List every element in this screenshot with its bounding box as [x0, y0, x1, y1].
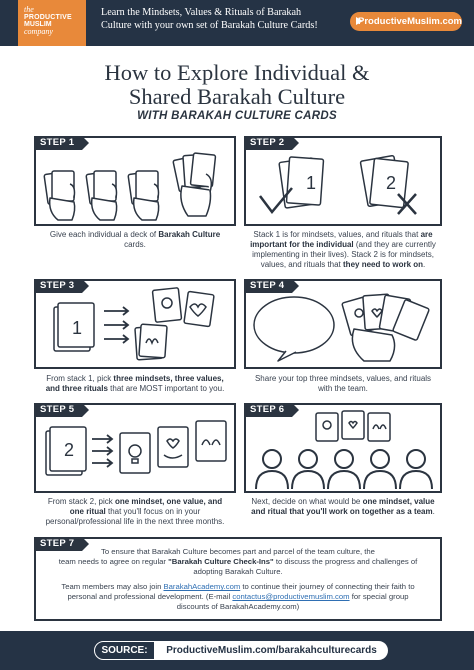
source-link[interactable]: ProductiveMuslim.com/barakahculturecards: [155, 641, 388, 660]
play-arrow-icon: [356, 17, 363, 25]
step-7-line: [44, 582, 432, 592]
banner-tagline: [101, 6, 343, 32]
caption-text: that you'll focus on in your: [105, 507, 201, 516]
step-6-panel: [244, 403, 442, 493]
speech-bubble-icon: [254, 297, 334, 353]
team-members: [256, 450, 432, 489]
caption-line: with the team.: [318, 384, 368, 393]
caption-bold: and ritual that you'll work on together as a team: [251, 507, 433, 516]
caption-text: Next, decide on what would be: [251, 497, 363, 506]
logo-line: PRODUCTIVE: [24, 14, 72, 21]
company-logo[interactable]: [18, 0, 86, 46]
caption-line: [34, 374, 236, 384]
step-7-line: [44, 592, 432, 602]
page-subtitle: WITH BARAKAH CULTURE CARDS: [137, 110, 337, 122]
step-1-panel: [34, 136, 236, 226]
step-7-text-span: to discuss the progress and challenges of: [273, 556, 418, 566]
arrow-icons: [92, 435, 112, 467]
website-button-label: ProductiveMuslim.com: [358, 16, 462, 27]
step-4-caption: [244, 374, 442, 394]
caption-text: Stack 1 is for mindsets, values, and rituals that: [253, 230, 421, 239]
caption-line: Share your top three mindsets, values, and rituals: [254, 374, 432, 383]
caption-text: that are MOST important to you.: [107, 384, 225, 393]
step-badge: STEP 6: [244, 403, 292, 417]
caption-line: [244, 230, 442, 240]
step-badge: STEP 3: [34, 279, 82, 293]
caption-text: From stack 1, pick: [46, 374, 114, 383]
step-7-line: To ensure that Barakah Culture becomes part and parcel of the team culture, the: [101, 547, 375, 556]
step-badge: STEP 7: [34, 537, 82, 551]
step-7-line: [44, 557, 432, 567]
share-cards-illustration: [246, 281, 440, 367]
caption-line: [34, 230, 236, 240]
step-badge: STEP 1: [34, 136, 82, 150]
contact-email-link[interactable]: contactus@productivemuslim.com: [232, 592, 350, 602]
caption-bold: and three rituals: [45, 384, 108, 393]
caption-line: [34, 507, 236, 517]
banner-tagline-line: Culture with your own set of Barakah Culture Cards!: [101, 20, 318, 31]
step-3-panel: [34, 279, 236, 369]
card-number: 2: [64, 440, 75, 460]
source-label: SOURCE:: [94, 641, 155, 660]
caption-text: .: [432, 507, 435, 516]
card-number: 1: [72, 318, 83, 338]
caption-text: .: [423, 260, 426, 269]
page-title-line-1: How to Explore Individual &: [104, 60, 370, 85]
step-7-line: discounts of BarakahAcademy.com): [176, 601, 300, 611]
step-7-text-span: personal and professional development. (E-mail: [67, 592, 233, 602]
pick-cards-illustration: [36, 281, 234, 367]
card-number: 2: [386, 173, 397, 193]
step-7-text-span: to continue their journey of connecting their faith to: [240, 582, 415, 592]
sorting-stacks-illustration: [246, 138, 440, 224]
page-title-line-2: Shared Barakah Culture: [128, 84, 346, 109]
caption-bold: three mindsets, three values,: [113, 374, 224, 383]
caption-text: (and they are currently: [353, 240, 436, 249]
caption-line: [244, 260, 442, 270]
caption-line: cards.: [124, 240, 146, 249]
caption-line: [244, 497, 442, 507]
caption-line: [34, 384, 236, 394]
caption-bold: Barakah Culture: [158, 230, 221, 239]
caption-line: personal/professional life in the next three months.: [45, 517, 225, 526]
card-number: 1: [306, 173, 317, 193]
step-6-caption: [244, 497, 442, 517]
caption-text: Give each individual a deck of: [49, 230, 159, 239]
team-illustration: [246, 405, 440, 491]
caption-line: [244, 240, 442, 250]
caption-bold: one mindset, one value, and: [114, 497, 223, 506]
logo-line: company: [24, 27, 53, 36]
arrow-icons: [104, 307, 128, 343]
caption-text: From stack 2, pick: [47, 497, 115, 506]
step-5-caption: [34, 497, 236, 527]
banner-tagline-line: Learn the Mindsets, Values & Rituals of Barakah: [101, 7, 302, 18]
caption-line: implementing in their lives). Stack 2 is for mindsets,: [252, 250, 434, 259]
step-5-panel: [34, 403, 236, 493]
focus-cards-illustration: [36, 405, 234, 491]
check-ins-bold: "Barakah Culture Check-Ins": [168, 556, 274, 566]
step-7-line: adopting Barakah Culture.: [193, 566, 283, 576]
caption-line: [244, 507, 442, 517]
step-1-caption: [34, 230, 236, 250]
logo-line: the: [24, 5, 34, 14]
barakah-academy-link[interactable]: BarakahAcademy.com: [163, 582, 241, 592]
step-7-text-span: Team members may also join: [61, 582, 164, 592]
hands-holding-decks-illustration: [36, 138, 234, 224]
caption-line: [34, 497, 236, 507]
caption-bold: they need to work on: [343, 260, 424, 269]
step-2-panel: [244, 136, 442, 226]
caption-bold: one mindset, value: [362, 497, 435, 506]
step-badge: STEP 4: [244, 279, 292, 293]
website-button[interactable]: [350, 12, 462, 31]
caption-bold: important for the individual: [250, 240, 354, 249]
step-4-panel: [244, 279, 442, 369]
step-badge: STEP 2: [244, 136, 292, 150]
logo-line: MUSLIM: [24, 21, 52, 28]
step-3-caption: [34, 374, 236, 394]
caption-bold: are: [420, 230, 433, 239]
caption-bold: one ritual: [69, 507, 106, 516]
step-7-text-span: for special group: [349, 592, 409, 602]
step-7-text-span: team needs to agree on regular: [58, 556, 169, 566]
caption-text: values, and rituals that: [260, 260, 344, 269]
step-7-text: [44, 547, 432, 612]
step-badge: STEP 5: [34, 403, 82, 417]
step-2-caption: [244, 230, 442, 270]
